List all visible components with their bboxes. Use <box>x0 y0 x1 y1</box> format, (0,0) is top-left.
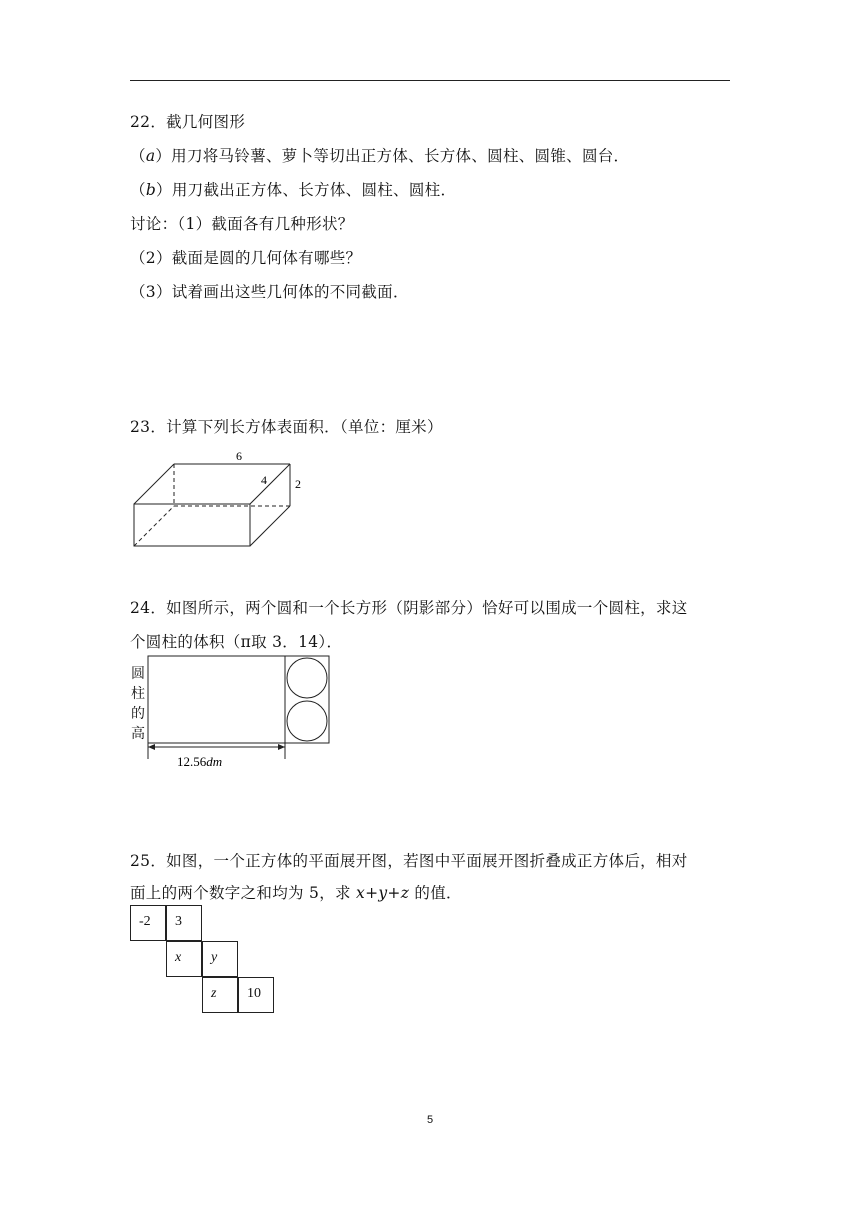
q22-discussion-2: （2）截面是圆的几何体有哪些？ <box>130 249 362 267</box>
width-label: 4 <box>261 473 267 487</box>
q22-title: 22．截几何图形 <box>130 113 246 131</box>
cuboid-figure <box>128 448 308 553</box>
q25-line-1: 25．如图，一个正方体的平面展开图，若图中平面展开图折叠成正方体后，相对 <box>130 852 688 870</box>
q22-item-b: （b）用刀截出正方体、长方体、圆柱、圆柱． <box>130 181 457 199</box>
net-cell: y <box>202 941 238 977</box>
page-number: 5 <box>426 1114 434 1126</box>
q23-title: 23．计算下列长方体表面积．（单位：厘米） <box>130 418 443 436</box>
net-cell: -2 <box>130 905 166 941</box>
q22-discussion-3: （3）试着画出这些几何体的不同截面． <box>130 283 409 301</box>
q24-line-2: 个圆柱的体积（π取 3．14）． <box>130 633 343 651</box>
q22-item-a: （a）用刀将马铃薯、萝卜等切出正方体、长方体、圆柱、圆锥、圆台． <box>130 147 630 165</box>
net-cell: x <box>166 941 202 977</box>
top-circle <box>287 658 327 698</box>
net-cell: 3 <box>166 905 202 941</box>
net-cell: z <box>202 977 238 1013</box>
cylinder-height-label: 圆柱的高 <box>131 666 145 742</box>
height-label: 2 <box>295 477 301 491</box>
header-rule <box>130 80 730 81</box>
dimension-label: 12.56dm <box>177 754 223 769</box>
q25-line-2: 面上的两个数字之和均为 5，求 x+y+z 的值． <box>130 884 462 902</box>
cylinder-net-figure <box>145 655 335 775</box>
q22-discussion-1: 讨论：（1）截面各有几种形状？ <box>130 215 354 233</box>
net-cell: 10 <box>238 977 274 1013</box>
q24-line-1: 24．如图所示，两个圆和一个长方形（阴影部分）恰好可以围成一个圆柱，求这 <box>130 599 688 617</box>
length-label: 6 <box>236 449 242 463</box>
bottom-circle <box>287 701 327 741</box>
